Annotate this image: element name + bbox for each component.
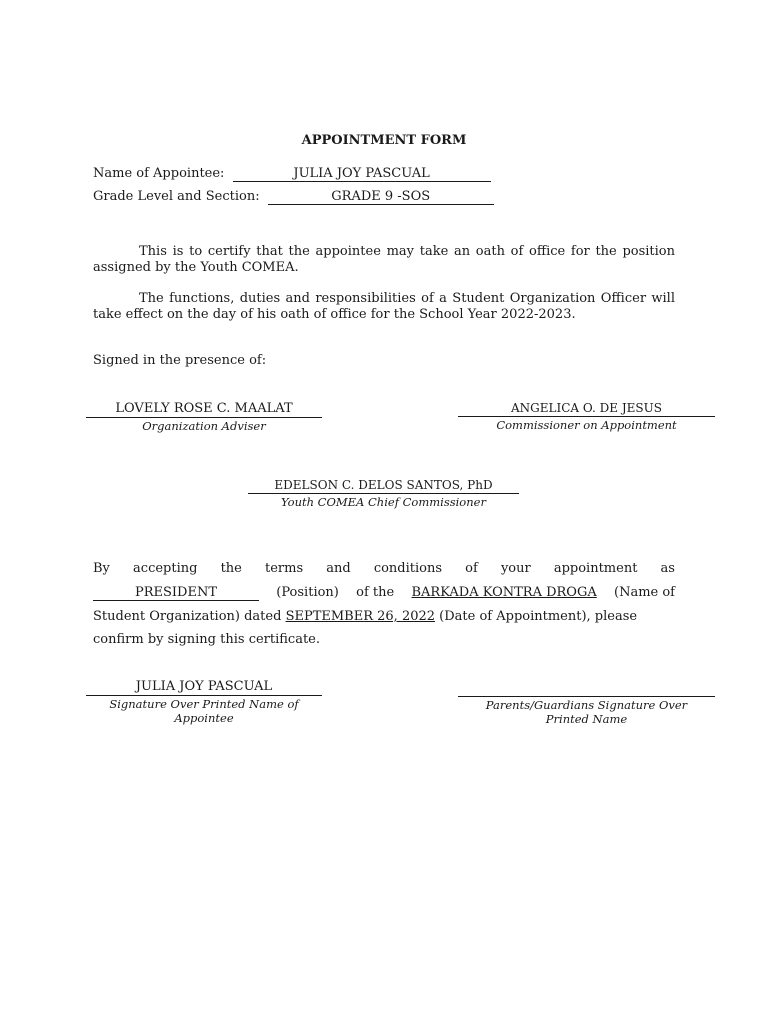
acceptance-line-4: confirm by signing this certificate.	[93, 632, 321, 647]
adviser-role: Organization Adviser	[142, 419, 266, 433]
appointee-name-label: Name of Appointee:	[93, 166, 225, 181]
acceptance-line-1	[93, 561, 675, 576]
chief-signature-block	[248, 478, 519, 509]
acceptance-line-2	[93, 585, 675, 601]
commissioner-signature-block	[458, 401, 715, 432]
appointment-date-label: (Date of Appointment), please	[439, 609, 638, 624]
position-label: (Position)	[276, 585, 339, 600]
acceptance-word: appointment	[553, 561, 638, 576]
appointee-name-row	[93, 166, 491, 182]
certify-paragraph: This is to certify that the appointee may take an oath of office for the position assigned by the Youth COMEA.	[93, 244, 675, 275]
organization-label: (Name of	[614, 585, 675, 600]
grade-section-label: Grade Level and Section:	[93, 189, 260, 204]
adviser-signature-block	[86, 401, 322, 433]
acceptance-word: the	[220, 561, 242, 576]
commissioner-role: Commissioner on Appointment	[496, 418, 677, 432]
chief-role: Youth COMEA Chief Commissioner	[281, 495, 486, 509]
appointment-date-value[interactable]: SEPTEMBER 26, 2022	[285, 609, 436, 624]
parents-caption-1: Parents/Guardians Signature Over	[485, 698, 688, 712]
parents-caption-2: Printed Name	[545, 712, 628, 726]
appointee-signature-block	[86, 679, 322, 725]
acceptance-word: your	[500, 561, 531, 576]
of-the-text: of the	[356, 585, 395, 600]
appointee-name-value[interactable]: JULIA JOY PASCUAL	[233, 166, 491, 182]
signed-presence-text: Signed in the presence of:	[93, 353, 267, 368]
acceptance-word: By	[93, 561, 110, 576]
functions-paragraph: The functions, duties and responsibilities of a Student Organization Officer will take effect on the day of his oath of office for the School Year 2022-2023.	[93, 291, 675, 322]
parents-signature-block	[458, 679, 715, 726]
organization-label-continued: Student Organization) dated	[93, 609, 282, 624]
chief-name: EDELSON C. DELOS SANTOS, PhD	[248, 478, 519, 494]
acceptance-word: conditions	[373, 561, 443, 576]
acceptance-word: terms	[264, 561, 304, 576]
adviser-name: LOVELY ROSE C. MAALAT	[86, 401, 322, 418]
acceptance-word: as	[660, 561, 675, 576]
form-title: APPOINTMENT FORM	[301, 133, 467, 148]
grade-section-value[interactable]: GRADE 9 -SOS	[268, 189, 494, 205]
organization-value[interactable]: BARKADA KONTRA DROGA	[411, 585, 597, 600]
acceptance-word: and	[326, 561, 351, 576]
acceptance-word: of	[465, 561, 478, 576]
grade-section-row	[93, 189, 494, 205]
appointee-caption-2: Appointee	[174, 711, 234, 725]
parents-signature-line[interactable]	[458, 679, 715, 697]
appointee-signature-name: JULIA JOY PASCUAL	[86, 679, 322, 696]
acceptance-word: accepting	[133, 561, 198, 576]
appointee-caption-1: Signature Over Printed Name of	[109, 697, 299, 711]
commissioner-name: ANGELICA O. DE JESUS	[458, 401, 715, 417]
position-value[interactable]: PRESIDENT	[93, 585, 259, 601]
acceptance-line-3	[93, 609, 675, 624]
